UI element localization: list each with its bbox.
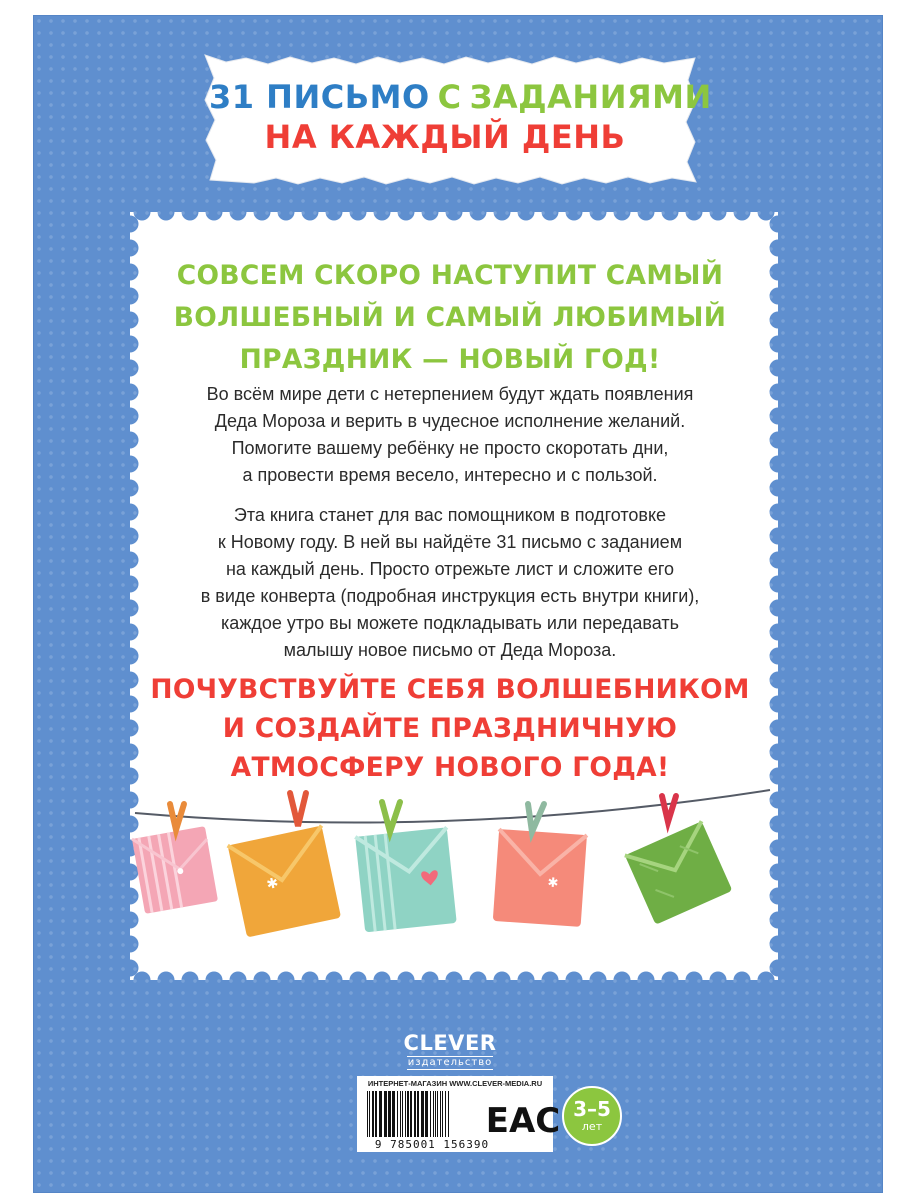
closing-line-3: АТМОСФЕРУ НОВОГО ГОДА! bbox=[230, 752, 670, 783]
publisher-logo bbox=[395, 1032, 505, 1070]
barcode-bar bbox=[392, 1091, 395, 1137]
barcode-bar bbox=[414, 1091, 416, 1137]
banner-word-tasks: ЗАДАНИЯМИ bbox=[469, 78, 712, 116]
barcode-bar bbox=[367, 1091, 368, 1137]
age-range: 3–5 bbox=[573, 1097, 611, 1121]
intro-line-4: а провести время весело, интересно и с пользой. bbox=[242, 465, 658, 485]
barcode-bar bbox=[442, 1091, 443, 1137]
clip-icon bbox=[528, 804, 544, 832]
intro-line-1: Во всём мире дети с нетерпением будут ждать появления bbox=[206, 384, 694, 404]
green-envelope-icon bbox=[625, 796, 733, 925]
headline-line-3: ПРАЗДНИК — НОВЫЙ ГОД! bbox=[239, 344, 661, 375]
barcode-bar bbox=[397, 1091, 398, 1137]
store-url: ИНТЕРНЕТ-МАГАЗИН WWW.CLEVER-MEDIA.RU bbox=[367, 1079, 543, 1088]
clip-icon bbox=[382, 802, 400, 832]
description-line-3: на каждый день. Просто отрежьте лист и сложите его bbox=[225, 559, 675, 579]
barcode-bar bbox=[379, 1091, 382, 1137]
intro-line-2: Деда Мороза и верить в чудесное исполнение желаний. bbox=[214, 411, 686, 431]
clip-icon bbox=[662, 796, 676, 822]
barcode-bar bbox=[369, 1091, 370, 1137]
headline-line-2: ВОЛШЕБНЫЙ И САМЫЙ ЛЮБИМЫЙ bbox=[173, 302, 727, 333]
barcode-bar bbox=[425, 1091, 428, 1137]
barcode-bar bbox=[405, 1091, 406, 1137]
svg-text:✱: ✱ bbox=[265, 875, 280, 894]
barcode-bar bbox=[402, 1091, 403, 1137]
description-line-6: малышу новое письмо от Деда Мороза. bbox=[283, 640, 617, 660]
pink-envelope-icon bbox=[132, 804, 218, 914]
barcode-bar bbox=[430, 1091, 431, 1137]
orange-envelope-icon bbox=[228, 793, 341, 937]
barcode-bar bbox=[388, 1091, 391, 1137]
age-label: лет bbox=[581, 1120, 603, 1133]
eac-mark-text: ЕАС bbox=[485, 1101, 561, 1141]
barcode-bar bbox=[440, 1091, 441, 1137]
barcode-bar bbox=[437, 1091, 438, 1137]
publisher-subtitle: издательство bbox=[407, 1057, 493, 1068]
barcode-bar bbox=[407, 1091, 409, 1137]
description-line-4: в виде конверта (подробная инструкция есть внутри книги), bbox=[200, 586, 700, 606]
publisher-name: CLEVER bbox=[403, 1031, 497, 1055]
barcode-bar bbox=[448, 1091, 449, 1137]
banner-word-count: 31 ПИСЬМО bbox=[209, 78, 430, 116]
intro-line-3: Помогите вашему ребёнку не просто скоротать дни, bbox=[231, 438, 669, 458]
barcode-bar bbox=[417, 1091, 419, 1137]
eac-certification-mark bbox=[485, 1090, 561, 1146]
barcode-bar bbox=[433, 1091, 434, 1137]
description-line-2: к Новому году. В ней вы найдёте 31 письмо с заданием bbox=[217, 532, 683, 552]
description-line-1: Эта книга станет для вас помощником в подготовке bbox=[233, 505, 667, 525]
coral-envelope-icon bbox=[493, 804, 587, 927]
barcode-bar bbox=[435, 1091, 436, 1137]
barcode-bar bbox=[384, 1091, 387, 1137]
headline-line-1: СОВСЕМ СКОРО НАСТУПИТ САМЫЙ bbox=[176, 260, 724, 291]
barcode-bar bbox=[372, 1091, 374, 1137]
barcode-bar bbox=[375, 1091, 377, 1137]
closing-line-1: ПОЧУВСТВУЙТЕ СЕБЯ ВОЛШЕБНИКОМ bbox=[150, 674, 750, 705]
barcode-bars bbox=[365, 1091, 499, 1139]
barcode-bar bbox=[421, 1091, 424, 1137]
age-badge bbox=[562, 1086, 622, 1146]
barcode-bar bbox=[400, 1091, 401, 1137]
description-line-5: каждое утро вы можете подкладывать или передавать bbox=[221, 613, 679, 633]
barcode-block bbox=[357, 1076, 561, 1152]
clip-icon bbox=[170, 804, 184, 830]
svg-text:✱: ✱ bbox=[547, 875, 559, 892]
banner-word-with: С bbox=[437, 78, 462, 116]
isbn-number: 9 785001 156390 bbox=[374, 1138, 490, 1151]
barcode-bar bbox=[445, 1091, 446, 1137]
closing-line-2: И СОЗДАЙТЕ ПРАЗДНИЧНУЮ bbox=[222, 713, 678, 744]
banner-title-line2: НА КАЖДЫЙ ДЕНЬ bbox=[264, 118, 626, 156]
barcode-bar bbox=[410, 1091, 412, 1137]
